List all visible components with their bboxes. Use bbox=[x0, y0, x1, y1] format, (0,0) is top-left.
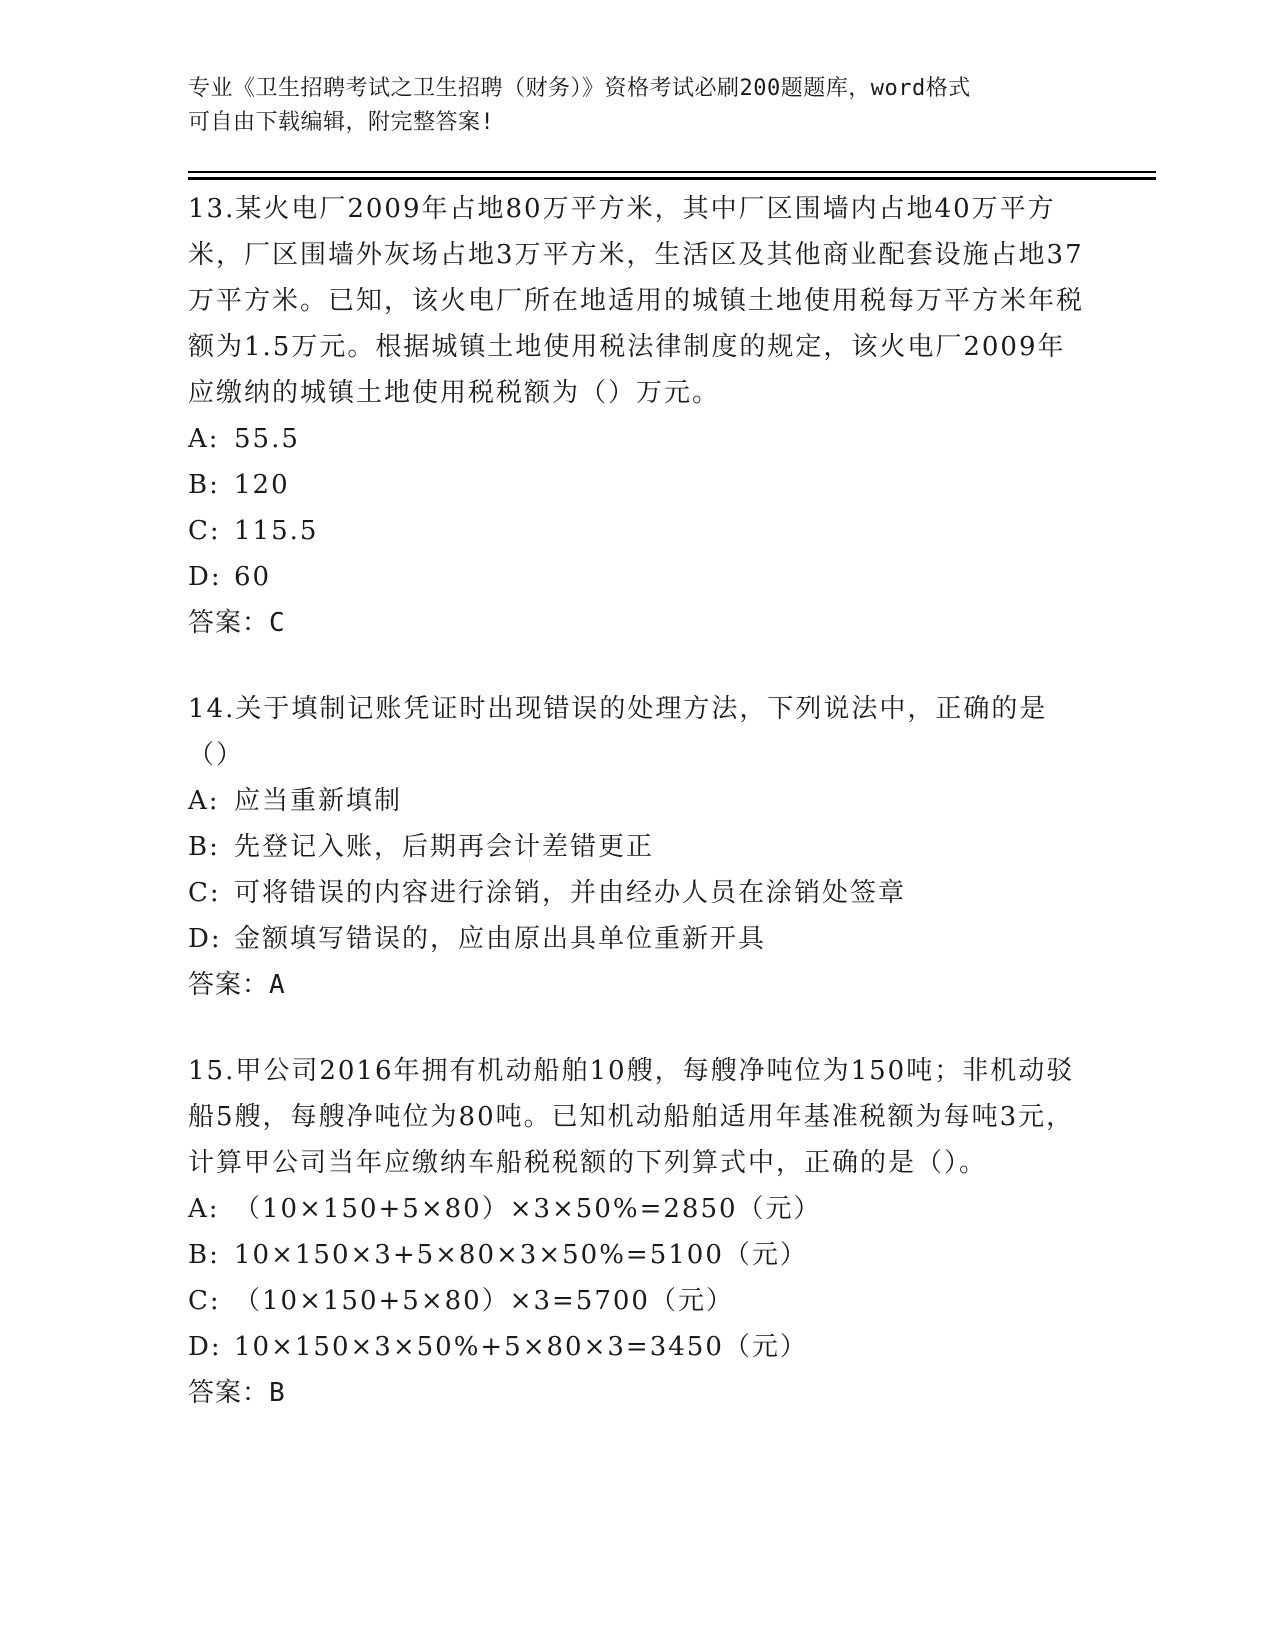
option-d bbox=[188, 1324, 1088, 1370]
header-line-1: 专业《卫生招聘考试之卫生招聘（财务）》资格考试必刷200题题库，word格式 bbox=[188, 76, 971, 101]
header-divider-thin bbox=[188, 171, 1156, 173]
option-text: 应当重新填制 bbox=[234, 786, 403, 816]
option-d bbox=[188, 916, 1088, 962]
option-c bbox=[188, 870, 1088, 916]
option-c bbox=[188, 1278, 1088, 1324]
option-d bbox=[188, 554, 1088, 600]
option-c bbox=[188, 508, 1088, 554]
question-15 bbox=[188, 1048, 1088, 1416]
option-a bbox=[188, 1186, 1088, 1232]
option-text: 10×150×3+5×80×3×50%=5100（元） bbox=[234, 1240, 808, 1270]
option-prefix: B: bbox=[188, 1240, 220, 1270]
option-prefix: B: bbox=[188, 832, 220, 862]
question-list bbox=[188, 186, 1088, 1456]
option-prefix: A: bbox=[188, 1194, 220, 1224]
option-text: 金额填写错误的，应由原出具单位重新开具 bbox=[234, 924, 767, 954]
option-prefix: A: bbox=[188, 424, 220, 454]
answer-line: 答案：B bbox=[188, 1378, 286, 1408]
option-text: 55.5 bbox=[234, 424, 300, 454]
question-13 bbox=[188, 186, 1088, 646]
option-prefix: C: bbox=[188, 1286, 221, 1316]
question-stem: 13.某火电厂2009年占地80万平方米，其中厂区围墙内占地40万平方米，厂区围墙外灰场占地3万平方米，生活区及其他商业配套设施占地37万平方米。已知，该火电厂所在地适用的城镇土地使用税每万平方米年税额为1.5万元。根据城镇土地使用税法律制度的规定，该火电厂2009年应缴纳的城镇土地使用税税额为（）万元。 bbox=[188, 194, 1085, 408]
option-text: 120 bbox=[234, 470, 290, 500]
answer-line: 答案：C bbox=[188, 608, 286, 638]
option-prefix: A: bbox=[188, 786, 220, 816]
option-prefix: D: bbox=[188, 562, 222, 592]
document-header bbox=[188, 72, 1068, 140]
option-prefix: C: bbox=[188, 878, 221, 908]
option-text: 10×150×3×50%+5×80×3=3450（元） bbox=[234, 1332, 808, 1362]
question-14 bbox=[188, 686, 1088, 1008]
option-text: 可将错误的内容进行涂销，并由经办人员在涂销处签章 bbox=[234, 878, 907, 908]
option-text: 115.5 bbox=[234, 516, 319, 546]
option-b bbox=[188, 1232, 1088, 1278]
option-prefix: D: bbox=[188, 1332, 222, 1362]
option-prefix: B: bbox=[188, 470, 220, 500]
header-divider-thick bbox=[188, 177, 1156, 180]
option-prefix: D: bbox=[188, 924, 222, 954]
question-stem: 14.关于填制记账凭证时出现错误的处理方法，下列说法中，正确的是（） bbox=[188, 694, 1048, 770]
option-text: 先登记入账，后期再会计差错更正 bbox=[234, 832, 655, 862]
option-text: （10×150+5×80）×3=5700（元） bbox=[234, 1286, 734, 1316]
answer-line: 答案：A bbox=[188, 970, 286, 1000]
option-b bbox=[188, 462, 1088, 508]
option-text: （10×150+5×80）×3×50%=2850（元） bbox=[234, 1194, 822, 1224]
question-stem: 15.甲公司2016年拥有机动船舶10艘，每艘净吨位为150吨；非机动驳船5艘，每艘净吨位为80吨。已知机动船舶适用年基准税额为每吨3元，计算甲公司当年应缴纳车船税税额的下列算式中，正确的是（）。 bbox=[188, 1056, 1075, 1178]
option-b bbox=[188, 824, 1088, 870]
option-a bbox=[188, 416, 1088, 462]
header-line-2: 可自由下载编辑，附完整答案! bbox=[188, 110, 495, 135]
option-text: 60 bbox=[234, 562, 272, 592]
option-prefix: C: bbox=[188, 516, 221, 546]
option-a bbox=[188, 778, 1088, 824]
